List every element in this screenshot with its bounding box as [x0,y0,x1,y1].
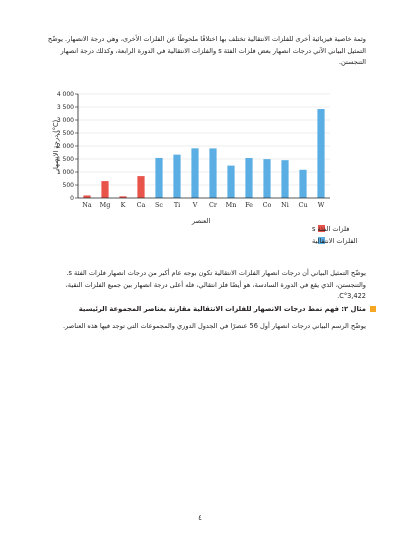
chart-grid [78,94,330,185]
y-tick-label: 1 500 [56,156,74,163]
bar-sc [155,158,162,198]
bar-fe [245,158,252,198]
legend-label-transition: الفلزات الانتقالية [312,237,358,245]
x-tick-label: Co [262,201,272,209]
x-tick-label: Ca [136,201,146,209]
x-tick-label: Cu [298,201,308,209]
y-tick-label: 1 000 [56,169,74,176]
x-tick-label: V [192,201,198,209]
x-tick-label: Na [82,201,92,209]
x-tick-label: W [317,201,325,209]
intro-paragraph: وثمة خاصية فيزيائية أخرى للفلزات الانتقالية تختلف بها اختلافًا ملحوظًا عن الفلزات الأخرى، وهي درجة الانصهار. يوضّح التمثيل البياني الآتي درجات انصهار بعض فلزات الفئة s والفلزات الانتقالية في الدورة الرابعة، وكذلك درجة انصهار التنجستن. [47,35,366,66]
x-tick-label: Ti [173,201,181,209]
example-bullet-icon [370,306,376,312]
y-tick-label: 3 000 [56,117,74,124]
x-tick-labels [82,201,324,209]
x-tick-label: Mn [225,201,237,209]
y-axis-label: درجة الانصهار (°C) [52,119,60,173]
y-tick-label: 4 000 [56,91,74,98]
bar-ti [173,155,180,198]
x-tick-label: Ni [281,201,289,209]
bar-mn [227,166,234,198]
x-tick-label: Mg [99,201,111,209]
bar-v [191,148,198,198]
y-tick-label: 2 000 [56,143,74,150]
bar-ca [137,176,144,198]
chart-bars [83,109,324,198]
y-tick-label: 500 [62,182,74,189]
bar-co [263,159,270,198]
x-tick-label: Sc [155,201,163,209]
bar-cr [209,148,216,198]
x-tick-label: Cr [209,201,217,209]
chart-legend [312,225,358,245]
bar-mg [101,181,108,198]
example-heading: مثال ٢: فهم نمط درجات الانصهار للفلزات الانتقالية مقارنة بعناصر المجموعة الرئيسية [78,305,366,313]
bar-cu [299,170,306,198]
x-tick-label: K [120,201,126,209]
x-axis-label: العنصر [191,217,211,225]
analysis-paragraph: يوضّح التمثيل البياني أن درجات انصهار الفلزات الانتقالية تكون بوجه عام أكبر من درجات انصهار فلزات الفئة s. والتنجستن، الذي يقع في الدورة السادسة، هو أيضًا فلز انتقالي، فله أعلى درجة انصهار بين جميع الفلزات النقية، 3,422°C. [65,269,366,300]
y-tick-label: 2 500 [56,130,74,137]
legend-label-s-block: فلزات الفئة s [312,225,350,233]
x-tick-label: Fe [245,201,253,209]
y-tick-label: 3 500 [56,104,74,111]
page-number: ٤ [198,514,202,522]
example-paragraph: يوضّح الرسم البياني درجات انصهار أول 56 عنصرًا في الجدول الدوري والمجموعات التي توجد فيها هذه العناصر. [62,322,366,330]
y-tick-label: 0 [70,195,74,202]
bar-ni [281,160,288,198]
bar-w [317,109,324,198]
